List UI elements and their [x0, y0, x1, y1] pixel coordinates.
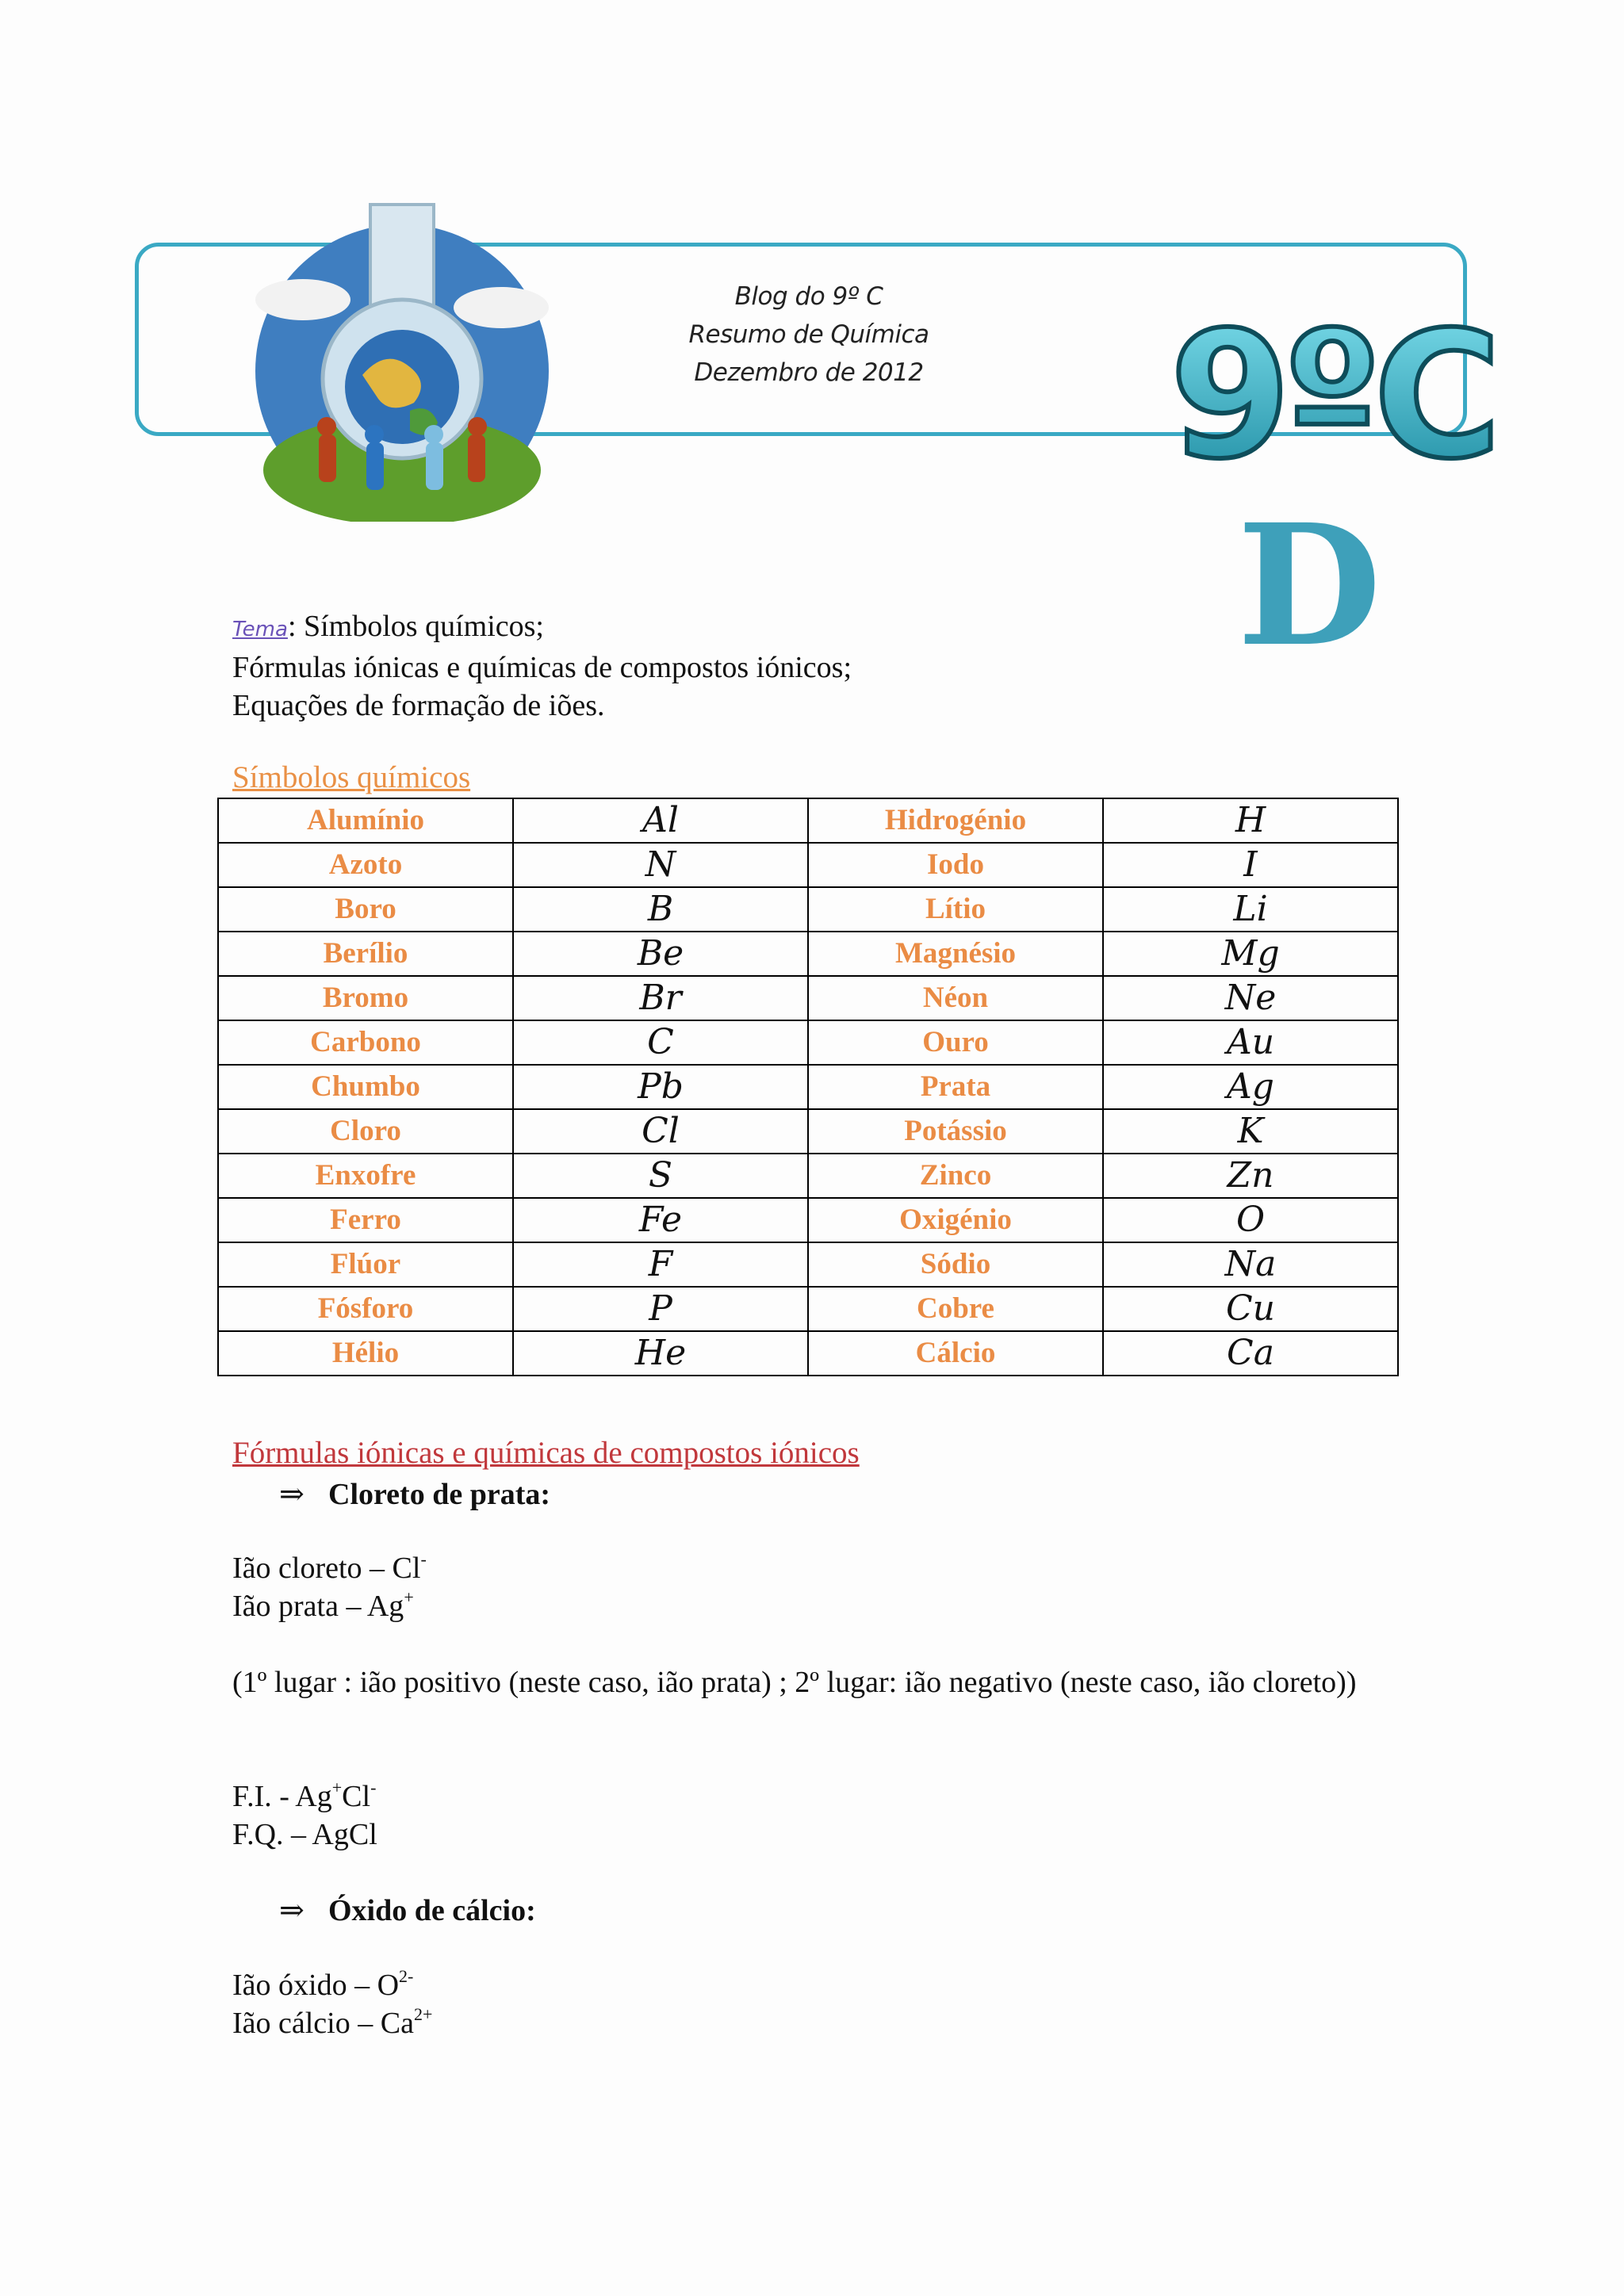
element-name-cell: Néon: [808, 976, 1103, 1020]
element-name-cell: Bromo: [218, 976, 513, 1020]
item-calcium-oxide: [279, 1892, 536, 1928]
table-row: [218, 1109, 1398, 1154]
blog-title: Blog do 9º C: [734, 282, 883, 311]
element-name-cell: Cálcio: [808, 1331, 1103, 1376]
item-heading: Cloreto de prata:: [328, 1478, 551, 1511]
element-symbol-cell: Zn: [1103, 1154, 1398, 1198]
chemical-formula: F.Q. – AgCl: [232, 1818, 377, 1851]
class-badge: [1162, 285, 1495, 484]
tema-line-2: Fórmulas iónicas e químicas de compostos iónicos;: [232, 651, 852, 684]
header-text: [650, 277, 967, 392]
element-symbol-cell: I: [1103, 843, 1398, 887]
ion-charge: -: [370, 1777, 377, 1797]
element-name-cell: Ferro: [218, 1198, 513, 1242]
table-row: [218, 1020, 1398, 1065]
item-silver-chloride: [279, 1476, 550, 1512]
table-row: [218, 932, 1398, 976]
ion-line: Ião prata – Ag: [232, 1590, 404, 1623]
tema-block: [232, 607, 1342, 725]
element-symbol-cell: Al: [513, 798, 808, 843]
summary-date: Dezembro de 2012: [694, 358, 924, 387]
element-symbol-cell: Au: [1103, 1020, 1398, 1065]
tema-line-1: : Símbolos químicos;: [287, 610, 544, 643]
table-row: [218, 1198, 1398, 1242]
symbols-section-title: Símbolos químicos: [232, 760, 471, 794]
element-symbol-cell: Ag: [1103, 1065, 1398, 1109]
item-heading: Óxido de cálcio:: [328, 1894, 536, 1927]
ion-line: Ião cloreto – Cl: [232, 1552, 421, 1585]
class-badge-text: 9ºC: [1170, 294, 1494, 484]
ion-charge: 2-: [399, 1966, 414, 1986]
element-symbol-cell: Li: [1103, 887, 1398, 932]
tema-line-3: Equações de formação de iões.: [232, 689, 605, 722]
element-name-cell: Prata: [808, 1065, 1103, 1109]
element-symbol-cell: N: [513, 843, 808, 887]
table-row: [218, 1242, 1398, 1287]
table-row: [218, 976, 1398, 1020]
element-name-cell: Chumbo: [218, 1065, 513, 1109]
element-name-cell: Ouro: [808, 1020, 1103, 1065]
element-symbol-cell: Pb: [513, 1065, 808, 1109]
element-name-cell: Boro: [218, 887, 513, 932]
formulas-section-title: Fórmulas iónicas e químicas de compostos iónicos: [232, 1436, 860, 1470]
element-name-cell: Lítio: [808, 887, 1103, 932]
table-row: [218, 1331, 1398, 1376]
element-name-cell: Oxigénio: [808, 1198, 1103, 1242]
element-symbol-cell: F: [513, 1242, 808, 1287]
element-name-cell: Azoto: [218, 843, 513, 887]
ion-line: Ião óxido – O: [232, 1969, 400, 2002]
symbols-table: [217, 798, 1399, 1376]
element-symbol-cell: Na: [1103, 1242, 1398, 1287]
element-symbol-cell: C: [513, 1020, 808, 1065]
element-name-cell: Flúor: [218, 1242, 513, 1287]
calcium-oxide-ions: [232, 1966, 432, 2042]
class-letter-text: D: [1237, 515, 1382, 658]
element-name-cell: Hélio: [218, 1331, 513, 1376]
element-symbol-cell: Mg: [1103, 932, 1398, 976]
ionic-formula: F.I. - Ag: [232, 1780, 332, 1813]
element-symbol-cell: B: [513, 887, 808, 932]
element-name-cell: Cloro: [218, 1109, 513, 1154]
table-row: [218, 1287, 1398, 1331]
element-symbol-cell: Fe: [513, 1198, 808, 1242]
element-symbol-cell: Br: [513, 976, 808, 1020]
table-row: [218, 1154, 1398, 1198]
element-symbol-cell: Cu: [1103, 1287, 1398, 1331]
ionic-formula-anion: Cl: [342, 1780, 371, 1813]
element-symbol-cell: P: [513, 1287, 808, 1331]
element-name-cell: Sódio: [808, 1242, 1103, 1287]
element-symbol-cell: Ca: [1103, 1331, 1398, 1376]
element-name-cell: Potássio: [808, 1109, 1103, 1154]
flask-globe-logo: [232, 197, 573, 522]
element-name-cell: Enxofre: [218, 1154, 513, 1198]
element-name-cell: Magnésio: [808, 932, 1103, 976]
table-row: [218, 798, 1398, 843]
element-name-cell: Berílio: [218, 932, 513, 976]
table-row: [218, 887, 1398, 932]
element-symbol-cell: Ne: [1103, 976, 1398, 1020]
element-name-cell: Carbono: [218, 1020, 513, 1065]
tema-label: Tema: [232, 618, 288, 641]
element-name-cell: Alumínio: [218, 798, 513, 843]
summary-subject: Resumo de Química: [688, 320, 929, 349]
arrow-right-icon: ⇒: [279, 1894, 304, 1927]
element-name-cell: Hidrogénio: [808, 798, 1103, 843]
element-name-cell: Fósforo: [218, 1287, 513, 1331]
ion-charge: +: [331, 1777, 343, 1797]
element-name-cell: Iodo: [808, 843, 1103, 887]
table-row: [218, 1065, 1398, 1109]
ordering-rule: (1º lugar : ião positivo (neste caso, ião prata) ; 2º lugar: ião negativo (neste caso, ião cloreto)): [232, 1666, 1357, 1699]
element-symbol-cell: H: [1103, 798, 1398, 843]
element-symbol-cell: He: [513, 1331, 808, 1376]
silver-chloride-ions: [232, 1549, 427, 1625]
arrow-right-icon: ⇒: [279, 1478, 304, 1511]
element-symbol-cell: O: [1103, 1198, 1398, 1242]
element-name-cell: Cobre: [808, 1287, 1103, 1331]
element-symbol-cell: K: [1103, 1109, 1398, 1154]
ion-line: Ião cálcio – Ca: [232, 2007, 414, 2040]
element-symbol-cell: S: [513, 1154, 808, 1198]
element-symbol-cell: Cl: [513, 1109, 808, 1154]
element-symbol-cell: Be: [513, 932, 808, 976]
ion-charge: +: [404, 1587, 414, 1607]
ion-charge: -: [420, 1549, 427, 1569]
ion-charge: 2+: [413, 2004, 433, 2024]
silver-chloride-formulas: [232, 1777, 377, 1854]
table-row: [218, 843, 1398, 887]
element-name-cell: Zinco: [808, 1154, 1103, 1198]
